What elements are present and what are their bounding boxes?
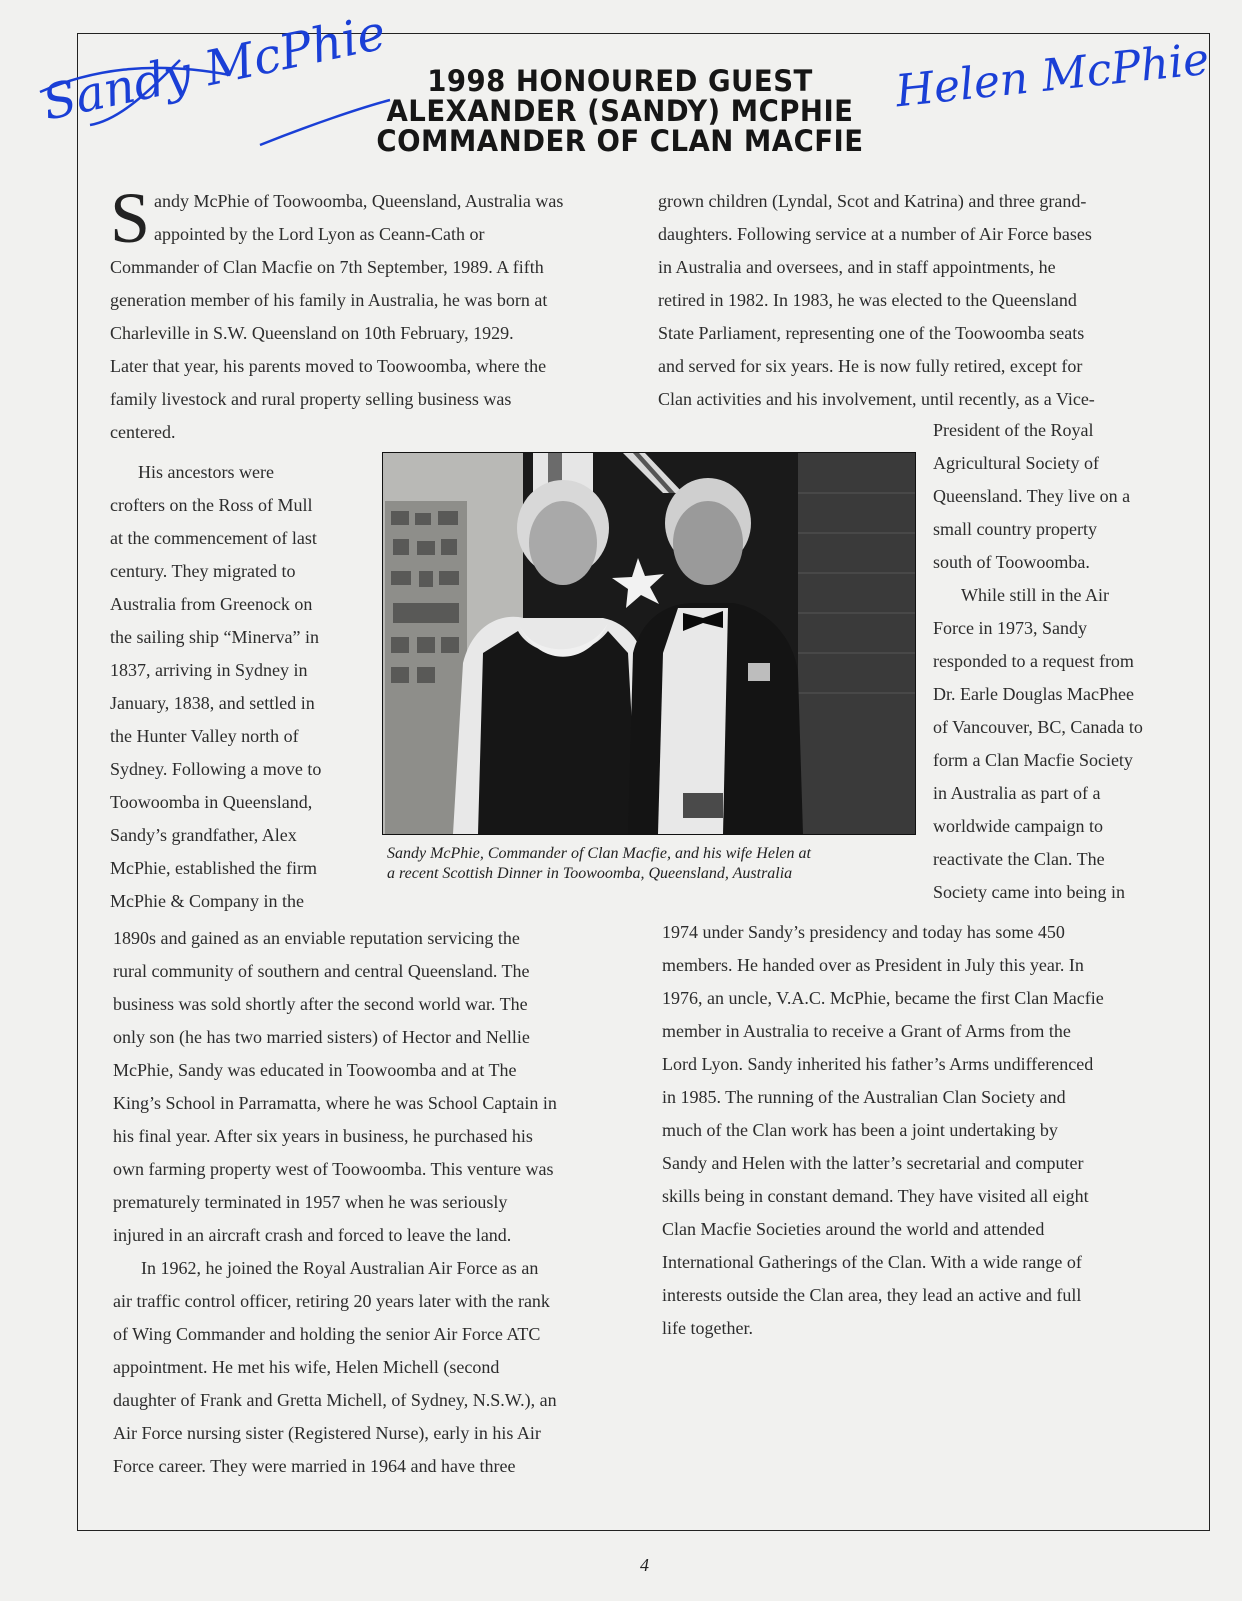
paragraph-1: S andy McPhie of Toowoomba, Queensland, Australia was appointed by the Lord Lyon as Ceann-Cath or Commander of Clan Macfie on 7th September, 1989. A fifth generation member of his family in Australia, he was born at Charleville in S.W. Queensland on 10th February, 1929. Later that year, his parents moved to Toowoomba, where the family livestock and rural property selling business was centered. (110, 178, 564, 442)
signature-sandy: Sandy McPhie (37, 4, 391, 132)
page-number: 4 (640, 1555, 649, 1575)
caption-line-1: Sandy McPhie, Commander of Clan Macfie, and his wife Helen at (387, 845, 811, 862)
paragraph-2-narrow: His ancestors were crofters on the Ross of Mull at the commencement of last century. They migrated to Australia from Greenock on the sailing ship “Minerva” in 1837, arriving in Sydney in January, 1838, and settled in the Hunter Valley north of Sydney. Following a move to Toowoomba in Queensland, Sandy’s grandfather, Alex McPhie, established the firm McPhie & Company in the (110, 462, 322, 911)
paragraph-2-continued: 1890s and gained as an enviable reputation servicing the rural community of southern and central Queensland. The business was sold shortly after the second world war. The only son (he has two married sisters) of Hector and Nellie McPhie, Sandy was educated in Toowoomba and at The King’s School in Parramatta, where he was School Captain in his final year. After six years in business, he purchased his own farming property west of Toowoomba. This venture was prematurely terminated in 1957 when he was seriously injured in an aircraft crash and forced to leave the land. In 1962, he joined the Royal Australian Air Force as an air traffic control officer, retiring 20 years later with the rank of Wing Commander and holding the senior Air Force ATC appointment. He met his wife, Helen Michell (second daughter of Frank and Gretta Michell, of Sydney, N.S.W.), an Air Force nursing sister (Registered Nurse), early in his Air Force career. They were married in 1964 and have three (113, 928, 557, 1476)
couple-photo (382, 452, 916, 835)
photo-caption (387, 844, 917, 884)
photo-illustration (383, 453, 915, 834)
drop-cap: S (110, 178, 151, 258)
article-title (316, 66, 924, 156)
paragraph-right-top: grown children (Lyndal, Scot and Katrina) and three grand- daughters. Following service at a number of Air Force bases in Australia and oversees, and in staff appointments, he retired in 1982. In 1983, he was elected to the Queensland State Parliament, representing one of the Toowoomba seats and served for six years. He is now fully retired, except for Clan activities and his involvement, until recently, as a Vice- (658, 191, 1095, 409)
signature-helen: Helen McPhie (893, 33, 1212, 118)
paragraph-right-bottom: 1974 under Sandy’s presidency and today has some 450 members. He handed over as President in July this year. In 1976, an uncle, V.A.C. McPhie, became the first Clan Macfie member in Australia to receive a Grant of Arms from the Lord Lyon. Sandy inherited his father’s Arms undifferenced in 1985. The running of the Australian Clan Society and much of the Clan work has been a joint undertaking by Sandy and Helen with the latter’s secretarial and computer skills being in constant demand. They have visited all eight Clan Macfie Societies around the world and attended International Gatherings of the Clan. With a wide range of interests outside the Clan area, they lead an active and full life together. (662, 922, 1104, 1338)
title-line-2: ALEXANDER (SANDY) MCPHIE (386, 94, 854, 128)
paragraph-right-narrow: President of the Royal Agricultural Society of Queensland. They live on a small country property south of Toowoomba. While still in the Air Force in 1973, Sandy responded to a request from Dr. Earle Douglas MacPhee of Vancouver, BC, Canada to form a Clan Macfie Society in Australia as part of a worldwide campaign to reactivate the Clan. The Society came into being in (933, 420, 1143, 902)
caption-line-2: a recent Scottish Dinner in Toowoomba, Queensland, Australia (387, 865, 793, 882)
title-line-1: 1998 HONOURED GUEST (427, 64, 813, 98)
title-line-3: COMMANDER OF CLAN MACFIE (376, 124, 864, 158)
